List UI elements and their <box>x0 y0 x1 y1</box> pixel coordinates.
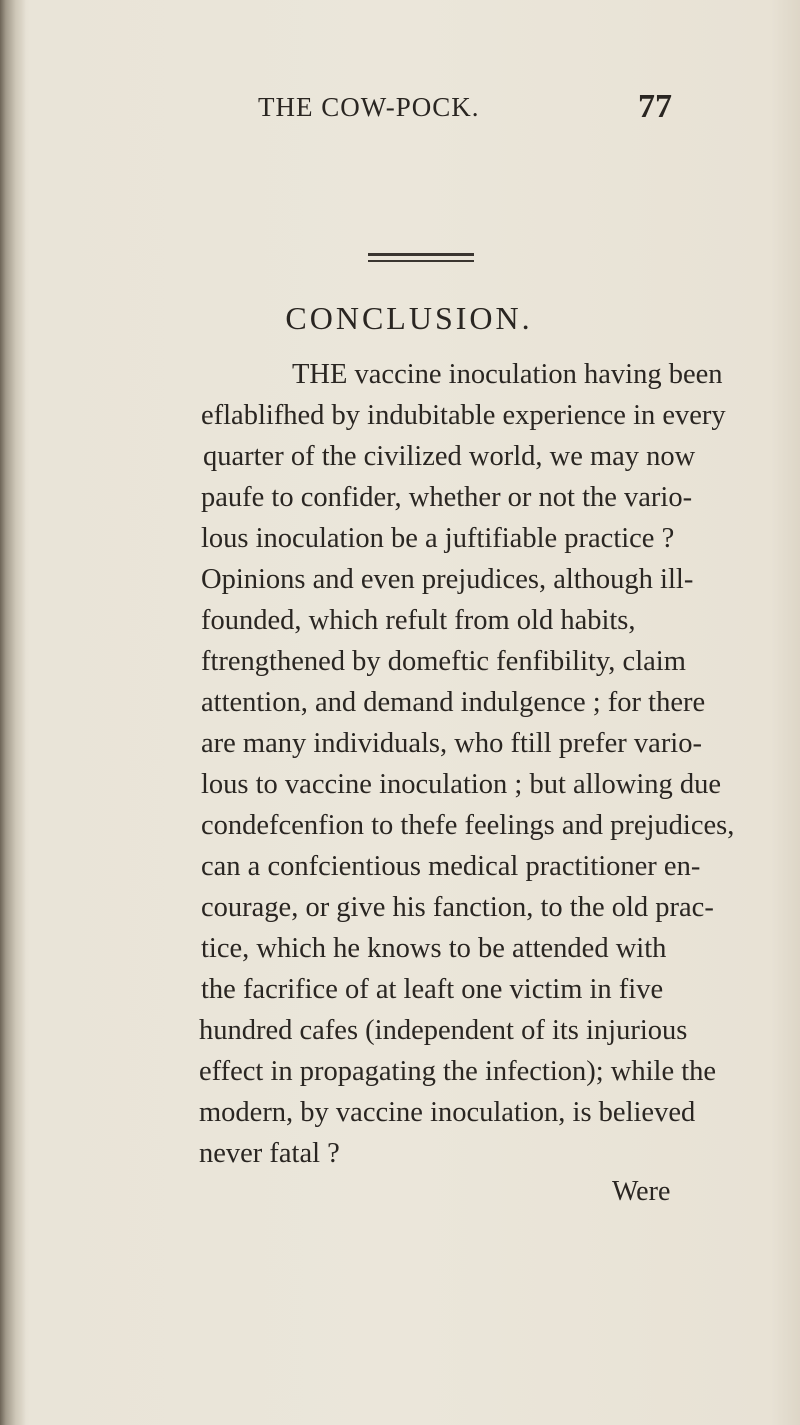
text-line: lous to vaccine inoculation ; but allowing due <box>201 769 722 800</box>
text-line: modern, by vaccine inoculation, is believed <box>199 1097 696 1128</box>
text-line: condefcenfion to thefe feelings and prejudices, <box>201 810 735 841</box>
text-line: attention, and demand indulgence ; for there <box>201 687 706 718</box>
text-line: Opinions and even prejudices, although ill- <box>201 564 694 595</box>
text-line: never fatal ? <box>199 1138 340 1169</box>
text-line: lous inoculation be a juftifiable practice ? <box>201 523 675 554</box>
text-line: courage, or give his fanction, to the old prac- <box>201 892 714 923</box>
text-line: can a confcientious medical practitioner en- <box>201 851 701 882</box>
running-title: THE COW-POCK. <box>258 92 480 122</box>
text-line: effect in propagating the infection); while the <box>199 1056 717 1087</box>
text-line: the facrifice of at leaft one victim in five <box>201 974 664 1005</box>
section-heading: CONCLUSION. <box>285 300 533 336</box>
text-line: ftrengthened by domeftic fenfibility, claim <box>201 646 686 677</box>
text-line: hundred cafes (independent of its injurious <box>199 1015 688 1046</box>
text-line: THE vaccine inoculation having been <box>292 359 723 390</box>
ornamental-rule <box>368 253 474 256</box>
page-number: 77 <box>638 88 672 125</box>
text-line: quarter of the civilized world, we may now <box>203 441 696 472</box>
text-line: eflablifhed by indubitable experience in every <box>201 400 726 431</box>
binding-edge <box>0 0 26 1425</box>
running-head <box>0 88 800 128</box>
text-line: tice, which he knows to be attended with <box>201 933 667 964</box>
catchword: Were <box>612 1176 671 1207</box>
text-line: founded, which refult from old habits, <box>201 605 636 636</box>
ornamental-rule-thin <box>368 260 474 262</box>
text-line: paufe to confider, whether or not the vario- <box>201 482 693 513</box>
text-line: are many individuals, who ftill prefer vario- <box>201 728 702 759</box>
